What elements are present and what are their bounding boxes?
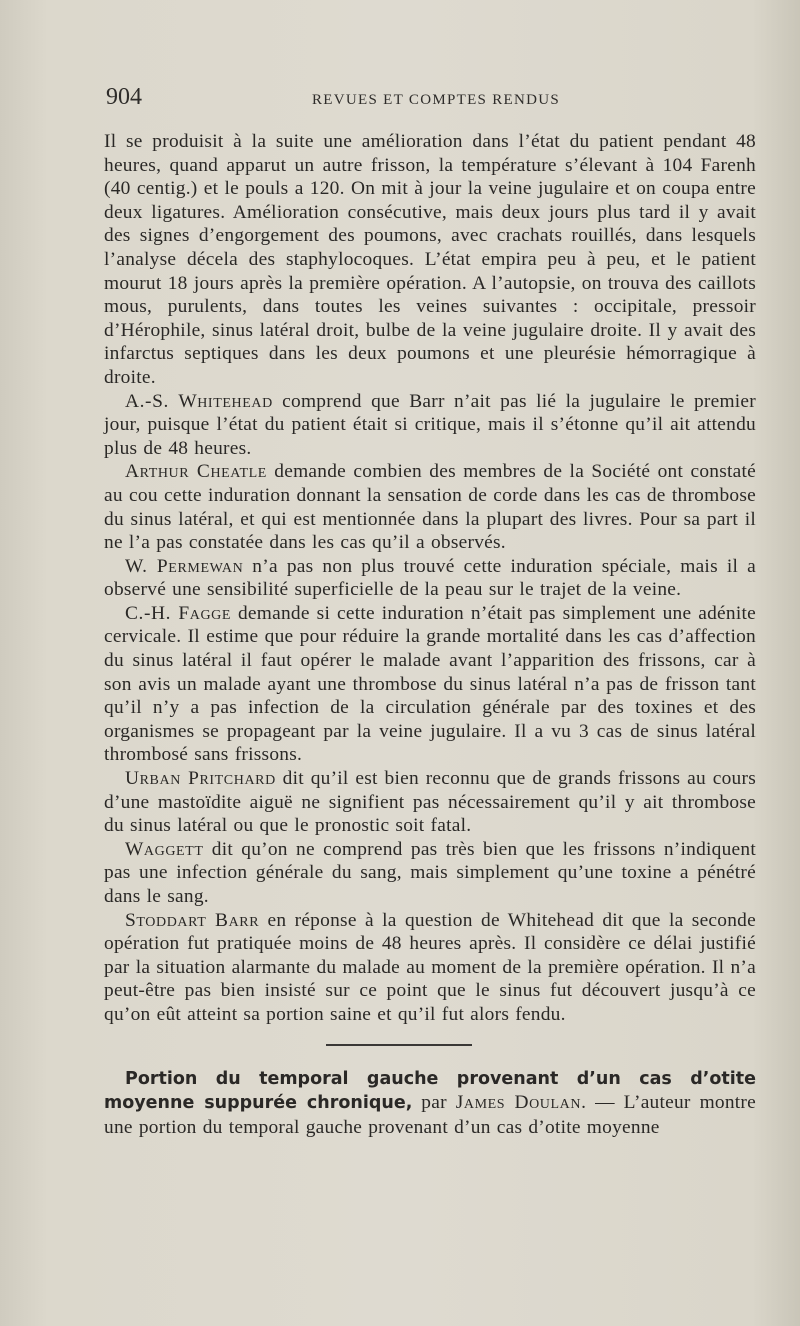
speaker-name: C.-H. Fagge	[125, 602, 232, 624]
paragraph-text: comprend que Barr n’ait pas lié la jugulaire le premier jour, puisque l’état du patient était si critique, mais il s’étonne qu’il ait attendu plus de 48 heures.	[104, 390, 756, 459]
paragraph	[104, 838, 756, 909]
paragraph	[104, 555, 756, 602]
body-text	[104, 130, 756, 1139]
article-title: Portion du temporal gauche provenant d’un cas d’otite moyenne suppurée chronique,	[104, 1068, 756, 1114]
speaker-name: Waggett	[125, 838, 204, 860]
article-author: James Doulan	[455, 1092, 582, 1114]
article-entry	[104, 1067, 756, 1140]
paragraph	[104, 390, 756, 461]
section-divider	[326, 1044, 472, 1046]
paragraph-text: demande combien des membres de la Société ont constaté au cou cette induration donnant la sensation de corde dans les cas de thrombose du sinus latéral, et qui est mentionnée dans la plupart des livres. Pour sa part il ne l’a pas constatée dans les cas qu’il a observés.	[104, 461, 756, 554]
paragraph	[104, 909, 756, 1027]
paragraph-text: Il se produisit à la suite une amélioration dans l’état du patient pendant 48 heures, quand apparut un autre frisson, la température s’élevant à 104 Farenh (40 centig.) et le pouls a 120. On mit à jour la veine jugulaire et on coupa entre deux ligatures. Amélioration consécutive, mais deux jours plus tard il y avait des signes d’engorgement des poumons, avec crachats rouillés, dans lesquels l’analyse décela des staphylocoques. L’état empira peu à peu, et le patient mourut 18 jours après la première opération. A l’autopsie, on trouva des caillots mous, purulents, dans toutes les veines suivantes : occipitale, pressoir d’Hérophile, sinus latéral droit, bulbe de la veine jugulaire droite. Il y avait des infarctus septiques dans les deux poumons et une pleurésie hémorragique à droite.	[104, 131, 756, 388]
article-text: . — L’auteur montre une portion du temporal gauche provenant d’un cas d’otite moyenne	[104, 1092, 756, 1138]
paragraph-text: en réponse à la question de Whitehead dit que la seconde opération fut pratiquée moins de 48 heures après. Il considère ce délai justifié par la situation alarmante du malade au moment de la première opération. Il n’a peut-être pas bien insisté sur ce point que le sinus fut découvert jusqu’à ce qu’on eût atteint sa portion saine et qu’il fut alors fendu.	[104, 909, 756, 1025]
speaker-name: A.-S. Whitehead	[125, 390, 273, 412]
paragraph	[104, 460, 756, 554]
page-number: 904	[106, 84, 142, 110]
speaker-name: Stoddart Barr	[125, 909, 260, 931]
speaker-name: Arthur Cheatle	[125, 461, 267, 483]
paragraph-text: dit qu’il est bien reconnu que de grands frissons au cours d’une mastoïdite aiguë ne signifient pas nécessairement qu’il y ait thrombose du sinus latéral ou que le pronostic soit fatal.	[104, 768, 757, 837]
paragraph-text: dit qu’on ne comprend pas très bien que les frissons n’indiquent pas une infection générale du sang, mais simplement qu’une toxine a pénétré dans le sang.	[104, 838, 756, 907]
article-by: par	[412, 1092, 456, 1114]
page-header	[106, 84, 756, 114]
paragraph	[104, 130, 756, 390]
paragraph-text: demande si cette induration n’était pas simplement une adénite cervicale. Il estime que pour réduire la grande mortalité dans les cas d’affection du sinus latéral il faut opérer le malade avant l’apparition des frissons, car à son avis un malade ayant une thrombose du sinus latéral n’a pas de frisson tant qu’il n’y a pas infection de la circulation générale par des toxines et des organismes se propageant par la veine jugulaire. Il a vu 3 cas de sinus latéral thrombosé sans frissons.	[104, 602, 756, 766]
running-title: REVUES ET COMPTES RENDUS	[312, 92, 561, 108]
speaker-name: Urban Pritchard	[125, 768, 276, 790]
paragraph	[104, 767, 756, 838]
paragraph-text: n’a pas non plus trouvé cette induration spéciale, mais il a observé une sensibilité superficielle de la peau sur le trajet de la veine.	[104, 555, 757, 601]
speaker-name: W. Permewan	[125, 555, 244, 577]
paragraph	[104, 602, 756, 767]
